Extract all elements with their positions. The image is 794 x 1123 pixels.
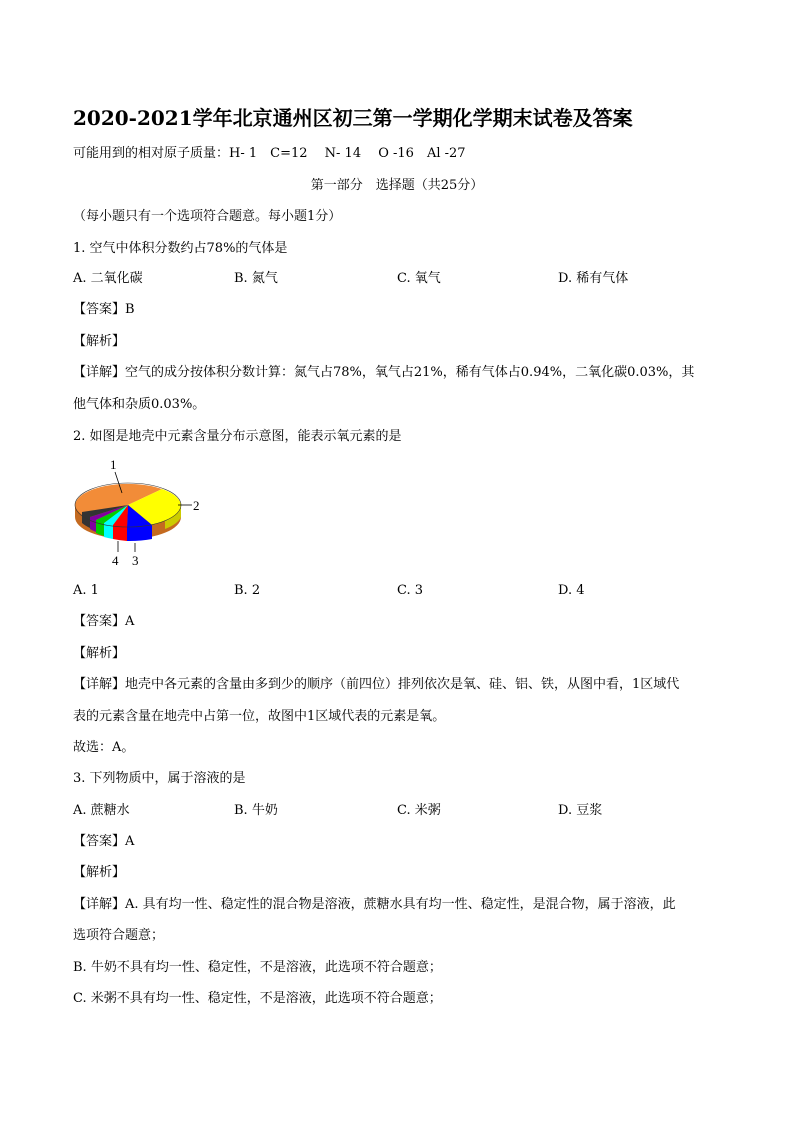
q2-answer: 【答案】A	[73, 614, 135, 629]
q3-detail-line: 选项符合题意；	[73, 928, 165, 943]
q1-option-c: C. 氧气	[397, 271, 441, 286]
q2-option-c: C. 3	[397, 583, 424, 598]
section-header: 第一部分 选择题（共25分）	[310, 178, 484, 193]
q3-detail-line: 【详解】A. 具有均一性、稳定性的混合物是溶液，蔗糖水具有均一性、稳定性，是混合物，属于溶液，此	[73, 897, 676, 912]
q3-analysis-label: 【解析】	[73, 865, 126, 880]
q2-stem: 2. 如图是地壳中元素含量分布示意图，能表示氧元素的是	[73, 429, 402, 444]
q1-option-b: B. 氮气	[234, 271, 278, 286]
q2-conclusion: 故选：A。	[73, 740, 135, 755]
q1-stem: 1. 空气中体积分数约占78%的气体是	[73, 241, 288, 256]
crust-element-pie-chart	[70, 455, 210, 570]
q1-detail-line: 他气体和杂质0.03%。	[73, 397, 206, 412]
section-note: （每小题只有一个选项符合题意。每小题1分）	[73, 209, 342, 224]
pie-label-3: 3	[132, 553, 139, 568]
q2-option-b: B. 2	[234, 583, 261, 598]
q1-detail-line: 【详解】空气的成分按体积分数计算：氮气占78%，氧气占21%，稀有气体占0.94%，二氧化碳0.03%，其	[73, 365, 695, 380]
q2-option-d: D. 4	[558, 583, 585, 598]
q1-option-d: D. 稀有气体	[558, 271, 629, 286]
page-title: 2020-2021学年北京通州区初三第一学期化学期末试卷及答案	[73, 106, 633, 130]
q3-detail-line: C. 米粥不具有均一性、稳定性，不是溶液，此选项不符合题意；	[73, 991, 442, 1006]
q2-detail-line: 【详解】地壳中各元素的含量由多到少的顺序（前四位）排列依次是氧、硅、铝、铁，从图中看，1区域代	[73, 677, 680, 692]
atomic-masses-line: 可能用到的相对原子质量：H- 1 C=12 N- 14 O -16 Al -27	[73, 146, 466, 161]
q3-option-b: B. 牛奶	[234, 803, 278, 818]
q3-answer: 【答案】A	[73, 834, 135, 849]
q3-stem: 3. 下列物质中，属于溶液的是	[73, 771, 246, 786]
q3-option-d: D. 豆浆	[558, 803, 603, 818]
q3-detail-line: B. 牛奶不具有均一性、稳定性，不是溶液，此选项不符合题意；	[73, 960, 442, 975]
pie-label-2: 2	[193, 498, 200, 513]
pie-label-4: 4	[112, 553, 119, 568]
pie-label-1: 1	[110, 457, 117, 472]
q3-option-c: C. 米粥	[397, 803, 441, 818]
q1-answer: 【答案】B	[73, 302, 135, 317]
q1-analysis-label: 【解析】	[73, 334, 126, 349]
q2-analysis-label: 【解析】	[73, 646, 126, 661]
q2-detail-line: 表的元素含量在地壳中占第一位，故图中1区域代表的元素是氧。	[73, 709, 446, 724]
q1-option-a: A. 二氧化碳	[73, 271, 143, 286]
q2-option-a: A. 1	[73, 583, 99, 598]
q3-option-a: A. 蔗糖水	[73, 803, 130, 818]
